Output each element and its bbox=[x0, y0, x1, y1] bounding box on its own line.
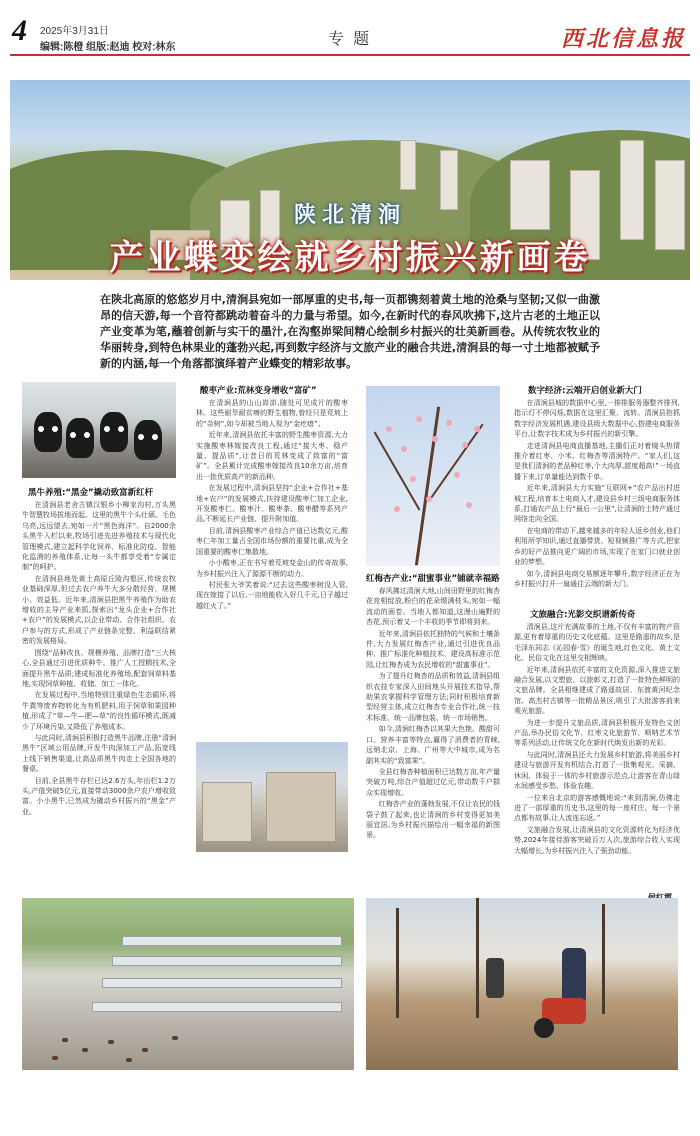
article-paragraph: 与此同时,清涧县积极打造黑牛品牌,注册“清涧黑牛”区域公用品牌,开发牛肉深加工产品,拓宽线上线下销售渠道,让高品质黑牛肉走上全国各地的餐桌。 bbox=[22, 733, 176, 774]
article-paragraph: 如今,清涧红梅杏以其果大色艳、酸甜可口、营养丰富等特点,赢得了消费者的青睐,远销北京、上海、广州等大中城市,成为名副其实的“致富果”。 bbox=[366, 725, 500, 765]
digital-article bbox=[514, 398, 680, 598]
article-paragraph: 近年来,清涧县大力实施“互联网+”农产品出村进城工程,培育本土电商人才,建设县乡村三级电商服务体系,打通农产品上行“最后一公里”,让清涧的土特产通过网络走向全国。 bbox=[514, 484, 680, 524]
village-street-photo bbox=[196, 742, 348, 852]
article-paragraph: 目前,全县黑牛存栏已达2.6万头,年出栏1.2万头,产值突破5亿元,直接带动3000余户农户增收致富。小小黑牛,已然成为撬动乡村振兴的“黑金”产业。 bbox=[22, 776, 176, 816]
article-paragraph: 在清涧县的山山峁峁,随处可见成片的酸枣林。这些耐旱耐贫瘠的野生植物,曾经只是荒坡上的“杂树”,如今却被当地人视为“金疙瘩”。 bbox=[196, 399, 348, 428]
article-paragraph: 目前,清涧县酸枣产业综合产值已达数亿元,酸枣仁年加工量占全国市场份额的重要比重,成为全国重要的酸枣仁集散地。 bbox=[196, 526, 348, 556]
article-paragraph: 全县红梅杏种植面积已达数万亩,年产量突破万吨,综合产值超过亿元,带动数千户群众实现增收。 bbox=[366, 767, 500, 797]
article-paragraph: 红梅杏产业的蓬勃发展,不仅让农民的钱袋子鼓了起来,也让清涧的乡村变得更加美丽宜居,为乡村振兴描绘出一幅幸福的新图景。 bbox=[366, 800, 500, 840]
newspaper-logo: 西北信息报 bbox=[560, 26, 686, 52]
hero-cityscape-photo bbox=[10, 80, 690, 280]
culture-caption: 文旅融合:光影交织谱新传奇 bbox=[530, 610, 636, 620]
article-paragraph: 与此同时,清涧县还大力发展乡村旅游,将美丽乡村建设与旅游开发有机结合,打造了一批集观光、采摘、休闲、体验于一体的乡村旅游示范点,让游客在青山绿水间感受乡愁、体验农趣。 bbox=[514, 750, 680, 791]
masthead bbox=[0, 0, 700, 60]
headline: 产业蝶变绘就乡村振兴新画卷 bbox=[109, 238, 591, 278]
article-paragraph: 文旅融合发展,让清涧县的文化资源转化为经济优势,2024年接待游客突破百万人次,旅游综合收入实现大幅增长,为乡村振兴注入了强劲动能。 bbox=[514, 825, 680, 855]
article-paragraph: 在清涧县城的数据中心里,一排排服务器整齐排列,指示灯不停闪烁,数据在这里汇聚、流转。清涧县抢抓数字经济发展机遇,建设县级大数据中心,搭建电商服务平台,让数字技术成为乡村振兴的新引擎。 bbox=[514, 399, 680, 439]
article-paragraph: 如今,清涧县电商交易额逐年攀升,数字经济正在为乡村振兴打开一扇通往云端的新大门。 bbox=[514, 569, 680, 588]
article-paragraph: 清涧县,这片充满故事的土地,不仅有丰富的物产资源,更有着厚重的历史文化底蕴。这里是路遥的故乡,是毛泽东同志《沁园春·雪》的诞生地,红色文化、黄土文化、民俗文化在这里交相辉映。 bbox=[514, 623, 680, 663]
article-paragraph: 村民张大爷笑着说:“过去这些酸枣树没人管,现在嫁接了以后,一亩地能收入好几千元,日子越过越红火了。” bbox=[196, 580, 348, 610]
cattle-caption: 黑牛养殖:“黑金”撬动致富新红杆 bbox=[28, 488, 154, 498]
apricot-article bbox=[366, 586, 500, 896]
farmer-tilling-photo bbox=[366, 898, 678, 1070]
digital-subheading: 数字经济:云端开启创业新大门 bbox=[528, 386, 642, 396]
editor-credits: 编辑:陈橙 组版:赵迪 校对:林东 bbox=[40, 42, 176, 53]
jujube-subheading: 酸枣产业:荒林变身增收“富矿” bbox=[200, 386, 317, 396]
article-paragraph: 春风拂过清涧大地,山间田野里的红梅杏花竞相绽放,粉白的花朵缀满枝头,宛如一幅流动的画卷。当地人都知道,这漫山遍野的杏花,预示着又一个丰收的季节即将到来。 bbox=[366, 587, 500, 627]
article-paragraph: 在清涧县老舍古镇汉银乡小柳家沟村,万头黑牛智慧牧场拔地而起。这里的黑牛个头壮硕、毛色乌亮,远远望去,宛如一片“黑色海洋”。自2000余头黑牛入栏以来,牧场引进先进养殖技术与现代化管理模式,建立起科学化饲养、标准化防疫、智能化监测的养殖体系,让每一头牛都享受着“专属定制”的呵护。 bbox=[22, 501, 176, 572]
article-paragraph: 在电商的带动下,越来越多的年轻人返乡创业,他们利用所学知识,通过直播带货、短视频推广等方式,把家乡的好产品推向更广阔的市场,实现了在家门口就业创业的梦想。 bbox=[514, 526, 680, 567]
hero-kicker: 陕北清涧 bbox=[293, 203, 406, 228]
article-paragraph: 在发展过程中,当地特别注重绿色生态循环,将牛粪等废弃物转化为有机肥料,用于饲草和果园种植,形成了“草—牛—肥—草”的良性循环模式,既减少了环境污染,又降低了养殖成本。 bbox=[22, 691, 176, 731]
cattle-farm-aerial-photo bbox=[22, 898, 354, 1070]
article-paragraph: 一位来自北京的游客感慨地说:“来到清涧,仿佛走进了一部厚重的历史书,这里的每一座村庄、每一个景点都有故事,让人流连忘返。” bbox=[514, 793, 680, 823]
article-paragraph: 走进清涧县电商直播基地,主播们正对着镜头热情推介着红枣、小米、红梅杏等清涧特产。“家人们,这是我们清涧的老品种红枣,个大肉厚,甜度超高!”一场直播下来,订单量能达到数千单。 bbox=[514, 441, 680, 481]
apricot-blossom-photo bbox=[366, 386, 500, 566]
article-paragraph: 小小酸枣,正在书写着荒坡变金山的传奇故事,为乡村振兴注入了源源不断的动力。 bbox=[196, 559, 348, 578]
lead-paragraph: 在陕北高原的悠悠岁月中,清涧县宛如一部厚重的史书,每一页都镌刻着黄土地的沧桑与坚韧;又似一曲激昂的信天游,每一个音符都跳动着奋斗的力量与希望。如今,在新时代的春风吹拂下,这片古老的土地正以产业变革为笔,蘸着创新与实干的墨汁,在沟壑峁梁间精心绘制乡村振兴的壮美新画卷。从传统农牧业的华丽转身,到特色林果业的蓬勃兴起,再到数字经济与文旅产业的融合共进,清涧县的每一寸土地都被赋予新的内涵,每一个角落都演绎着产业蝶变的精彩故事。 bbox=[100, 293, 600, 370]
article-paragraph: 近年来,清涧县依托丰富的野生酸枣资源,大力实施酸枣林嫁接改良工程,通过“接大枣、稳产量、提品质”,让昔日的荒林变成了致富的“富矿”。全县累计完成酸枣嫁接改良10余万亩,培育出一批优质高产的新品种。 bbox=[196, 431, 348, 481]
jujube-article bbox=[196, 398, 348, 734]
article-paragraph: 近年来,清涧县依托丰富的文化资源,深入推进文旅融合发展,以文塑旅、以旅彰文,打造了一批特色鲜明的文旅品牌。全县相继建成了路遥故居、东渡黄河纪念馆、高杰村古镇等一批精品景区,吸引了大批游客前来观光旅游。 bbox=[514, 665, 680, 716]
culture-article bbox=[514, 622, 680, 890]
cattle-article bbox=[22, 500, 176, 890]
header-divider bbox=[10, 54, 690, 56]
article-paragraph: 为了提升红梅杏的品质和效益,清涧县组织农技专家深入田间地头开展技术指导,帮助果农掌握科学管理方法;同时积极培育新型经营主体,成立红梅杏专业合作社,统一技术标准、统一品牌包装、统一市场销售。 bbox=[366, 672, 500, 722]
section-label: 专 题 bbox=[328, 29, 372, 48]
article-paragraph: 在清涧县地处黄土高原丘陵沟壑区,传统农牧业基础深厚,但过去农户养牛大多分散经营、规模小、效益低。近年来,清涧县把黑牛养殖作为助农增收的主导产业来抓,探索出“龙头企业+合作社+农户”的发展模式,以企业带动、合作社组织、农户参与的方式,形成了产业链条完整、利益联结紧密的发展格局。 bbox=[22, 574, 176, 646]
black-cattle-photo bbox=[22, 382, 176, 478]
page-number: 4 bbox=[12, 14, 27, 47]
issue-date: 2025年3月31日 bbox=[40, 26, 109, 37]
article-paragraph: 为进一步提升文旅品质,清涧县积极开发特色文创产品,举办民俗文化节、红枣文化旅游节、唢呐艺术节等系列活动,让传统文化在新时代焕发出新的光彩。 bbox=[514, 718, 680, 748]
article-paragraph: 近年来,清涧县依托独特的气候和土壤条件,大力发展红梅杏产业,通过引进优良品种、推广标准化种植技术、建设高标准示范园,让红梅杏成为农民增收的“甜蜜事业”。 bbox=[366, 629, 500, 669]
article-paragraph: 围绕“品种改良、规模养殖、品牌打造”三大核心,全县通过引进优质种牛、推广人工授精技术,全面提升黑牛品质;建成标准化养殖场,配套饲草料基地,实现饲草种植、收储、加工一体化。 bbox=[22, 648, 176, 688]
article-paragraph: 在发展过程中,清涧县坚持“企业+合作社+基地+农户”的发展模式,扶持建设酸枣仁加工企业,开发酸枣仁、酸枣汁、酸枣茶、酸枣醋等系列产品,不断延长产业链、提升附加值。 bbox=[196, 484, 348, 524]
apricot-caption: 红梅杏产业:“甜蜜事业”铺就幸福路 bbox=[366, 574, 500, 584]
